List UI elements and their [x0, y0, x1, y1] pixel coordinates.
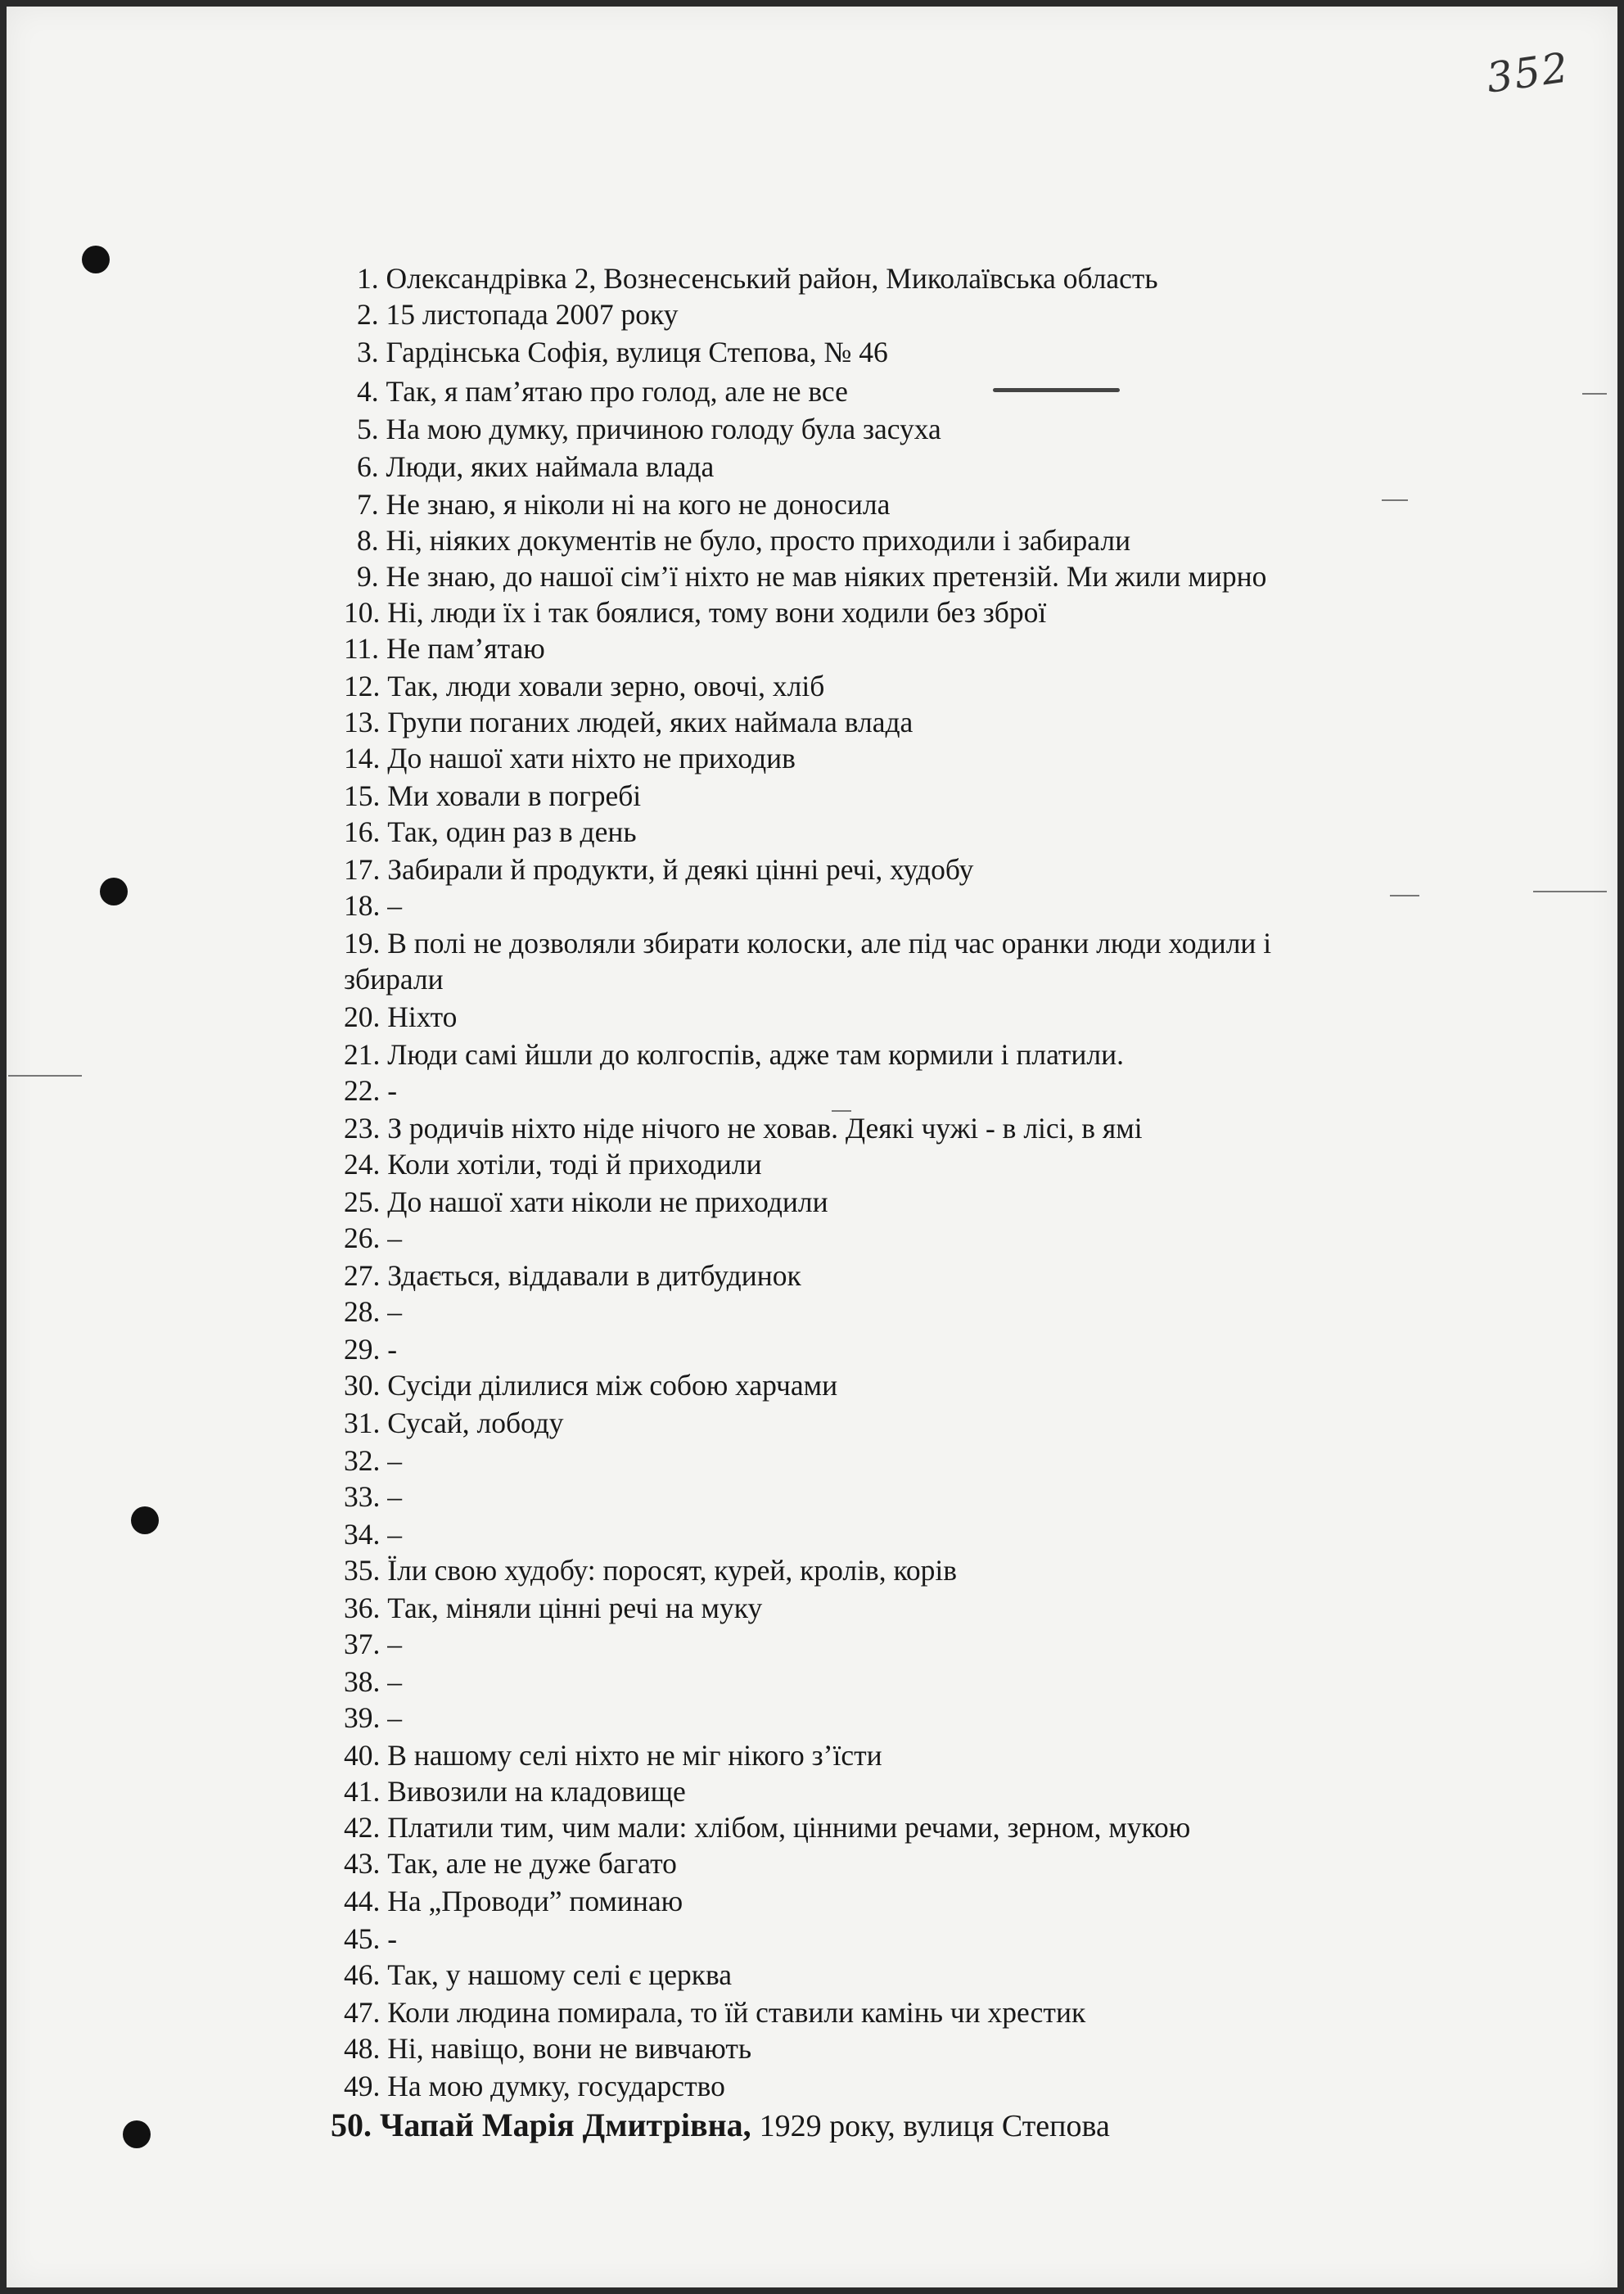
answer-line [344, 2032, 751, 2065]
answer-text: збирали [344, 963, 444, 996]
answer-text: На мою думку, государство [387, 2070, 725, 2102]
answer-text: Коли людина помирала, то їй ставили камінь чи хрестик [387, 1996, 1086, 2029]
answer-text: Так, у нашому селі є церква [387, 1958, 732, 1991]
page-number: 352 [1483, 43, 1572, 102]
answer-line [344, 889, 402, 922]
answer-text: – [387, 1518, 402, 1551]
answer-number: 23. [344, 1112, 388, 1145]
answer-text: В полі не дозволяли збирати колоски, але під час оранки люди ходили і [387, 927, 1272, 960]
answer-text: Не знаю, до нашої сім’ї ніхто не мав ніяких претензій. Ми жили мирно [386, 560, 1267, 593]
answer-text: - [387, 1333, 398, 1366]
answer-line [344, 1518, 402, 1551]
answer-line [344, 815, 637, 848]
answer-text: Групи поганих людей, яких наймала влада [387, 706, 914, 738]
answer-line [344, 1074, 397, 1107]
answer-number: 27. [344, 1259, 388, 1292]
answer-text: На мою думку, причиною голоду була засуха [386, 413, 941, 445]
answer-text: – [387, 1665, 402, 1698]
answer-line [344, 1369, 837, 1402]
answer-number: 40. [344, 1739, 388, 1772]
answer-number: 4. [357, 375, 386, 408]
answer-line [344, 1554, 957, 1587]
answer-line [344, 596, 1046, 629]
answer-line [357, 450, 714, 483]
answer-number: 5. [357, 413, 386, 445]
answer-number: 32. [344, 1444, 388, 1477]
answer-text: Коли хотіли, тоді й приходили [387, 1148, 762, 1181]
answer-line [357, 560, 1266, 593]
answer-text: Не знаю, я ніколи ні на кого не доносила [386, 488, 891, 521]
answer-line [357, 413, 941, 445]
answer-line [344, 1996, 1085, 2029]
answer-text: Сусай, лободу [387, 1407, 564, 1439]
answer-number: 18. [344, 889, 388, 922]
answer-text: Сусіди ділилися між собою харчами [387, 1369, 838, 1402]
answer-line [344, 1628, 402, 1660]
answer-number: 45. [344, 1922, 388, 1955]
answer-text: Ні, люди їх і так боялися, тому вони ходили без зброї [387, 596, 1047, 629]
respondent-name: Чапай Марія Дмитрівна, [380, 2107, 760, 2143]
answer-text: – [387, 1444, 402, 1477]
answer-text: До нашої хати ніколи не приходили [387, 1185, 828, 1218]
answer-number: 37. [344, 1628, 388, 1660]
answer-number: 14. [344, 742, 388, 774]
answer-line [344, 1958, 732, 1991]
answer-line [344, 927, 1555, 960]
answer-number: 9. [357, 560, 386, 593]
answer-number: 42. [344, 1811, 388, 1844]
answer-text: Їли свою худобу: поросят, курей, кролів, корів [387, 1554, 958, 1587]
answer-number: 43. [344, 1847, 388, 1880]
answer-number: 1. [357, 262, 386, 295]
answer-line [344, 1701, 402, 1734]
answer-text: - [387, 1922, 398, 1955]
answer-text: Ніхто [387, 1000, 458, 1033]
final-entry [331, 2109, 1110, 2143]
answer-text: Вивозили на кладовище [387, 1775, 686, 1808]
answer-number: 16. [344, 815, 388, 848]
answer-number: 20. [344, 1000, 388, 1033]
answer-line [357, 298, 678, 331]
answer-line [344, 706, 913, 738]
answer-number: 12. [344, 670, 388, 702]
answer-number: 39. [344, 1701, 388, 1734]
answer-line [344, 1407, 564, 1439]
answer-text: Люди, яких наймала влада [386, 450, 715, 483]
answer-number: 2. [357, 298, 386, 331]
answer-line [344, 853, 973, 886]
answer-text: Так, один раз в день [387, 815, 637, 848]
answer-number: 28. [344, 1295, 388, 1328]
answer-number: 7. [357, 488, 386, 521]
answer-number: 47. [344, 1996, 388, 2029]
answer-text: – [387, 1701, 402, 1734]
answer-line [357, 375, 848, 408]
answer-text: Гардінська Софія, вулиця Степова, № 46 [386, 336, 888, 368]
answer-line [344, 1333, 397, 1366]
answer-line [344, 1811, 1190, 1844]
answer-line [344, 1665, 402, 1698]
answer-number: 41. [344, 1775, 388, 1808]
answer-line [344, 1295, 402, 1328]
answer-text: На „Проводи” поминаю [387, 1885, 683, 1917]
answer-line [344, 1592, 762, 1624]
answer-number: 25. [344, 1185, 388, 1218]
answer-text: Ні, ніяких документів не було, просто приходили і забирали [386, 524, 1131, 557]
answer-number: 38. [344, 1665, 388, 1698]
answer-text: Ні, навіщо, вони не вивчають [387, 2032, 752, 2065]
answer-text: Не пам’ятаю [386, 632, 545, 665]
answer-line [357, 262, 1158, 295]
answer-text: З родичів ніхто ніде нічого не ховав. Деякі чужі - в лісі, в ямі [387, 1112, 1143, 1145]
answer-text: - [387, 1074, 398, 1107]
answer-line [357, 336, 888, 368]
answer-number: 10. [344, 596, 388, 629]
answer-line [344, 2070, 725, 2102]
answer-number: 24. [344, 1148, 388, 1181]
answer-line [344, 1775, 686, 1808]
answer-line [344, 1922, 397, 1955]
answer-line [344, 779, 641, 812]
answer-number: 13. [344, 706, 388, 738]
answer-line [357, 488, 890, 521]
document-page [7, 7, 1617, 2287]
answer-text: – [387, 889, 402, 922]
answer-number: 6. [357, 450, 386, 483]
answer-text: Так, міняли цінні речі на муку [387, 1592, 763, 1624]
answer-line [344, 1259, 801, 1292]
answer-line [344, 1222, 402, 1254]
answer-number: 36. [344, 1592, 388, 1624]
answer-number: 33. [344, 1480, 388, 1513]
answer-text: – [387, 1295, 402, 1328]
answer-number: 31. [344, 1407, 388, 1439]
answer-text: Платили тим, чим мали: хлібом, цінними речами, зерном, мукою [387, 1811, 1191, 1844]
answer-number: 19. [344, 927, 388, 960]
answer-number: 44. [344, 1885, 388, 1917]
answer-line [357, 524, 1130, 557]
answer-number: 8. [357, 524, 386, 557]
answer-number: 29. [344, 1333, 388, 1366]
answer-line [344, 742, 796, 774]
answer-number: 11. [344, 632, 386, 665]
answer-number: 26. [344, 1222, 388, 1254]
answer-line [344, 632, 545, 665]
answer-line [344, 963, 444, 996]
respondent-details: 1929 року, вулиця Степова [759, 2109, 1110, 2143]
answer-text: Так, люди ховали зерно, овочі, хліб [387, 670, 825, 702]
answer-text: Так, але не дуже багато [387, 1847, 677, 1880]
answer-number: 15. [344, 779, 388, 812]
answer-text: Забирали й продукти, й деякі цінні речі, худобу [387, 853, 974, 886]
answer-line [344, 1000, 457, 1033]
final-entry-number: 50. [331, 2107, 380, 2143]
answer-number: 34. [344, 1518, 388, 1551]
answer-number: 17. [344, 853, 388, 886]
answer-number: 3. [357, 336, 386, 368]
answer-number: 30. [344, 1369, 388, 1402]
answer-line [344, 1444, 402, 1477]
answer-text: В нашому селі ніхто не міг нікого з’їсти [387, 1739, 882, 1772]
answer-list [7, 7, 1617, 2287]
answer-line [344, 1185, 828, 1218]
answer-line [344, 1112, 1143, 1145]
answer-text: Так, я пам’ятаю про голод, але не все [386, 375, 848, 408]
answer-text: Люди самі йшли до колгоспів, адже там кормили і платили. [387, 1038, 1125, 1071]
answer-number: 46. [344, 1958, 388, 1991]
answer-text: Олександрівка 2, Вознесенський район, Миколаївська область [386, 262, 1158, 295]
answer-number: 21. [344, 1038, 388, 1071]
answer-line [344, 1847, 677, 1880]
answer-text: 15 листопада 2007 року [386, 298, 679, 331]
answer-line [344, 1885, 683, 1917]
answer-number: 49. [344, 2070, 388, 2102]
answer-number: 48. [344, 2032, 388, 2065]
answer-number: 22. [344, 1074, 388, 1107]
answer-text: – [387, 1480, 402, 1513]
answer-line [344, 1739, 882, 1772]
answer-text: Ми ховали в погребі [387, 779, 642, 812]
answer-text: – [387, 1222, 402, 1254]
answer-number: 35. [344, 1554, 388, 1587]
answer-line [344, 670, 824, 702]
answer-line [344, 1148, 762, 1181]
answer-text: До нашої хати ніхто не приходив [387, 742, 796, 774]
answer-line [344, 1038, 1124, 1071]
answer-text: Здається, віддавали в дитбудинок [387, 1259, 801, 1292]
answer-line [344, 1480, 402, 1513]
answer-text: – [387, 1628, 402, 1660]
